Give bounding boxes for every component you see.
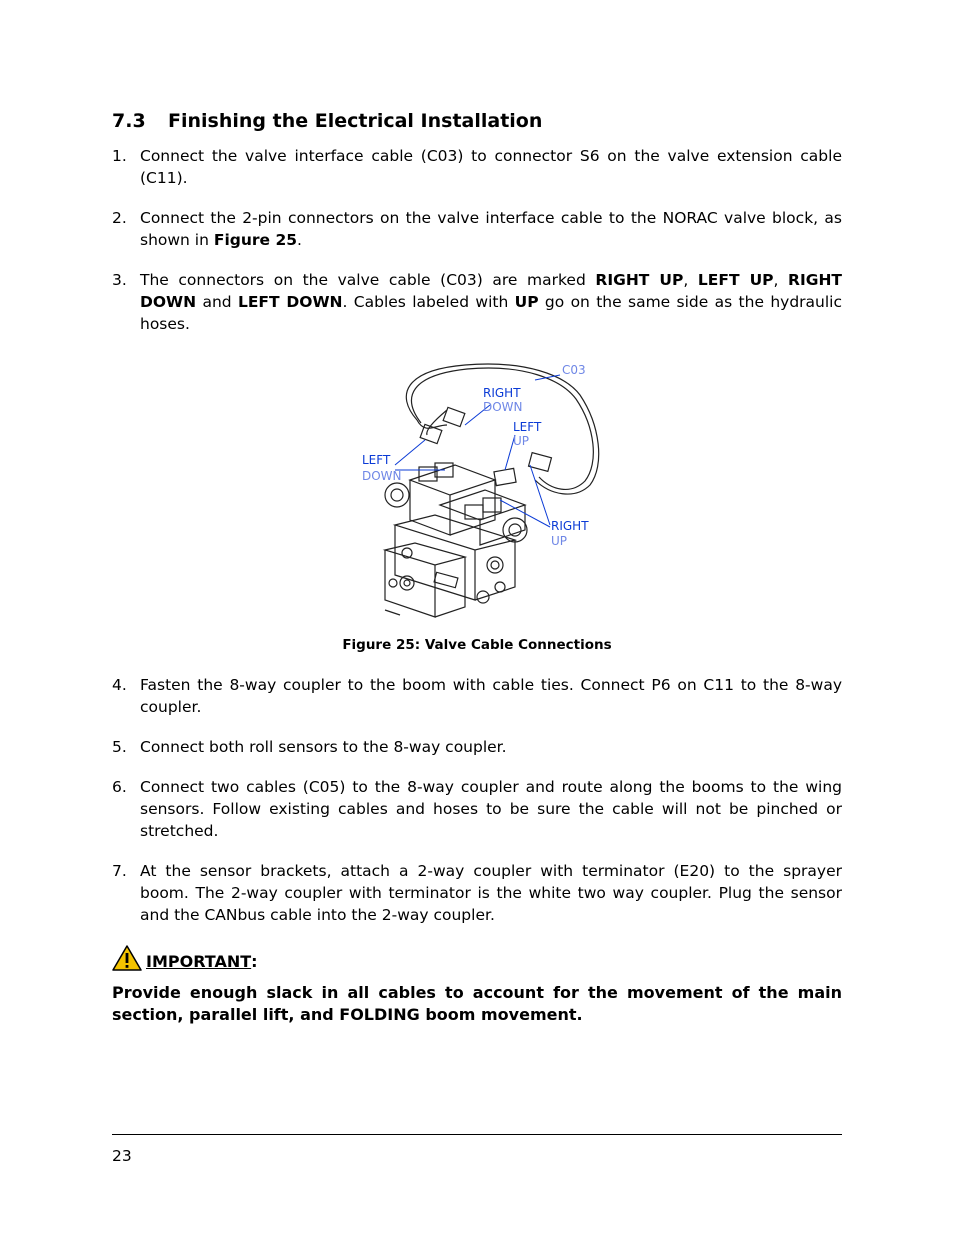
valve-block-drawing (355, 355, 605, 630)
page-number: 23 (112, 1147, 132, 1165)
step-number: 5. (112, 738, 127, 756)
step-number: 4. (112, 676, 127, 694)
section-number: 7.3 (112, 110, 146, 132)
label-left-up-1: LEFT (513, 420, 542, 434)
label-left-down-1: LEFT (362, 453, 391, 467)
footer-divider (112, 1134, 842, 1135)
step-number: 7. (112, 862, 127, 880)
step-text: Connect two cables (C05) to the 8-way coupler and route along the booms to the wing sensors. Follow existing cables and hoses to be sure the cable will not be pinched or stretched. (140, 778, 842, 840)
label-right-up-2: UP (551, 534, 568, 548)
step-text: Connect the 2-pin connectors on the valve interface cable to the NORAC valve block, as shown in Figure 25. (140, 209, 842, 249)
step-4 (112, 674, 842, 718)
section-title: Finishing the Electrical Installation (168, 110, 543, 132)
valve-cable-figure (355, 355, 605, 630)
important-colon: : (251, 952, 258, 971)
label-right-down-2: DOWN (483, 400, 523, 414)
step-3 (112, 269, 842, 335)
label-left-down-2: DOWN (362, 469, 402, 483)
step-text: Connect the valve interface cable (C03) to connector S6 on the valve extension cable (C11). (140, 147, 842, 187)
step-2 (112, 207, 842, 251)
step-6 (112, 776, 842, 842)
step-number: 6. (112, 778, 127, 796)
important-label: IMPORTANT (146, 952, 252, 971)
step-number: 2. (112, 209, 127, 227)
step-text: Fasten the 8-way coupler to the boom with cable ties. Connect P6 on C11 to the 8-way coupler. (140, 676, 842, 716)
step-7 (112, 860, 842, 926)
step-1 (112, 145, 842, 189)
step-number: 3. (112, 271, 127, 289)
step-text: The connectors on the valve cable (C03) are marked RIGHT UP, LEFT UP, RIGHT DOWN and LEFT DOWN. Cables labeled with UP go on the same side as the hydraulic hoses. (140, 271, 843, 333)
label-right-down-1: RIGHT (483, 386, 521, 400)
step-text: At the sensor brackets, attach a 2-way coupler with terminator (E20) to the sprayer boom. The 2-way coupler with terminator is the white two way coupler. Plug the sensor and the CANbus cable into the 2-way coupler. (140, 862, 842, 924)
section-heading (112, 110, 542, 132)
label-right-up-1: RIGHT (551, 519, 589, 533)
step-text: Connect both roll sensors to the 8-way coupler. (140, 738, 507, 756)
step-number: 1. (112, 147, 127, 165)
label-left-up-2: UP (513, 434, 530, 448)
figure-reference: Figure 25 (213, 231, 298, 249)
label-c03: C03 (562, 363, 586, 377)
important-heading (112, 945, 258, 971)
figure-caption: Figure 25: Valve Cable Connections (342, 637, 612, 653)
important-note: Provide enough slack in all cables to account for the movement of the main section, parallel lift, and FOLDING boom movement. (112, 983, 842, 1024)
step-5 (112, 736, 842, 758)
warning-triangle-icon (112, 945, 142, 971)
